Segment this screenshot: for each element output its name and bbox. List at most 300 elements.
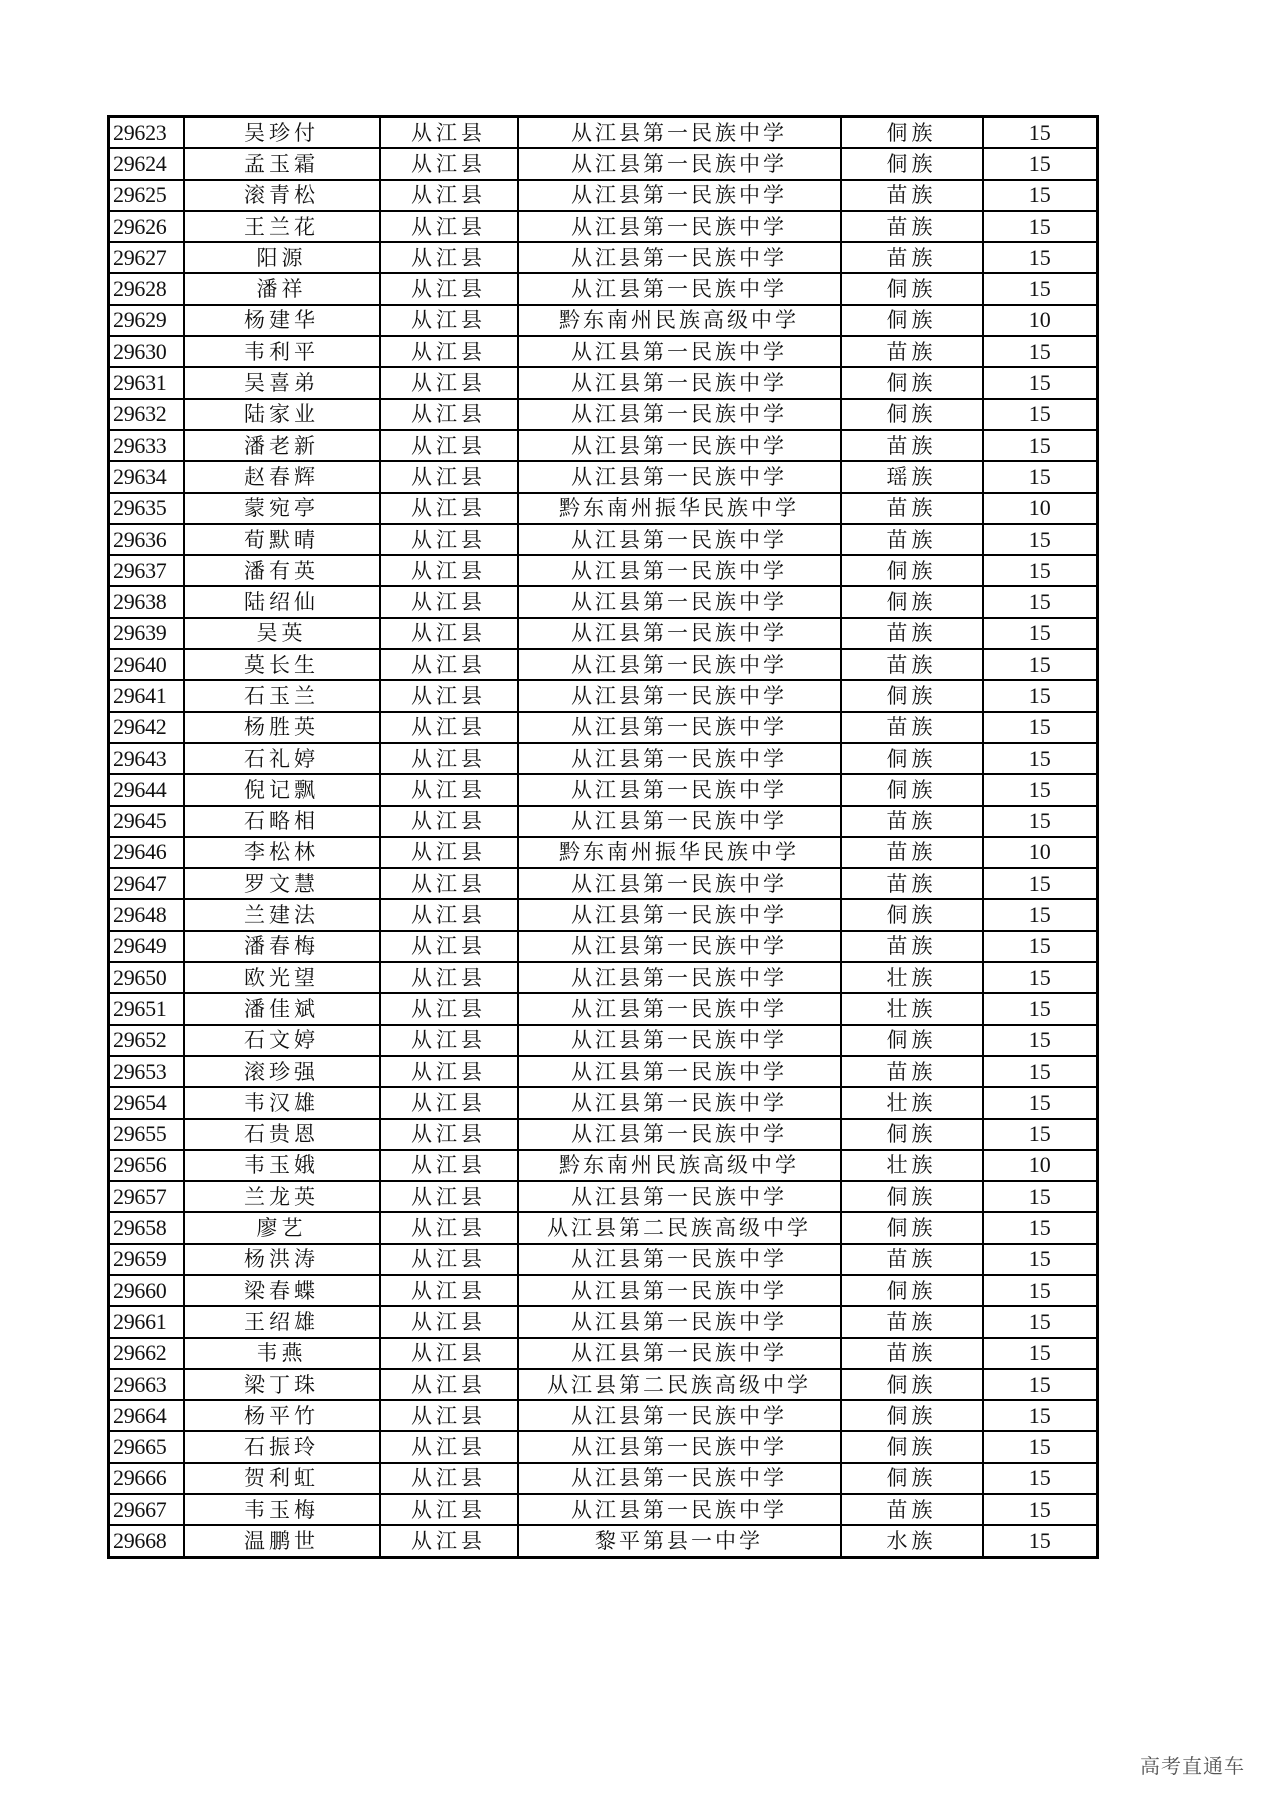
cell-county: 从江县: [380, 1087, 518, 1118]
cell-score: 15: [983, 618, 1098, 649]
cell-score: 15: [983, 1431, 1098, 1462]
table-row: [109, 1025, 1098, 1056]
cell-ethnicity: 侗族: [841, 1212, 983, 1243]
cell-county: 从江县: [380, 430, 518, 461]
cell-ethnicity: 苗族: [841, 649, 983, 680]
cell-score: 15: [983, 993, 1098, 1024]
cell-ethnicity: 侗族: [841, 1400, 983, 1431]
cell-name: 温鹏世: [184, 1525, 380, 1557]
table-row: [109, 618, 1098, 649]
cell-id: 29627: [109, 242, 184, 273]
cell-id: 29659: [109, 1244, 184, 1275]
cell-county: 从江县: [380, 1369, 518, 1400]
cell-name: 吴英: [184, 618, 380, 649]
cell-score: 15: [983, 962, 1098, 993]
cell-name: 梁春蝶: [184, 1275, 380, 1306]
cell-ethnicity: 苗族: [841, 180, 983, 211]
cell-name: 王绍雄: [184, 1306, 380, 1337]
cell-school: 黔东南州民族高级中学: [518, 1150, 841, 1181]
cell-ethnicity: 侗族: [841, 680, 983, 711]
cell-score: 15: [983, 1119, 1098, 1150]
cell-county: 从江县: [380, 555, 518, 586]
cell-name: 石贵恩: [184, 1119, 380, 1150]
table-row: [109, 1463, 1098, 1494]
cell-school: 黔东南州民族高级中学: [518, 305, 841, 336]
table-row: [109, 148, 1098, 179]
cell-name: 潘老新: [184, 430, 380, 461]
cell-score: 10: [983, 493, 1098, 524]
table-row: [109, 931, 1098, 962]
table-row: [109, 1494, 1098, 1525]
cell-id: 29652: [109, 1025, 184, 1056]
cell-school: 从江县第一民族中学: [518, 1306, 841, 1337]
cell-id: 29666: [109, 1463, 184, 1494]
cell-county: 从江县: [380, 1275, 518, 1306]
cell-score: 10: [983, 837, 1098, 868]
cell-id: 29633: [109, 430, 184, 461]
cell-score: 15: [983, 649, 1098, 680]
cell-name: 潘春梅: [184, 931, 380, 962]
table-row: [109, 899, 1098, 930]
cell-county: 从江县: [380, 493, 518, 524]
cell-school: 从江县第一民族中学: [518, 242, 841, 273]
table-row: [109, 993, 1098, 1024]
cell-id: 29626: [109, 211, 184, 242]
cell-id: 29663: [109, 1369, 184, 1400]
cell-id: 29655: [109, 1119, 184, 1150]
cell-county: 从江县: [380, 868, 518, 899]
table-row: [109, 1275, 1098, 1306]
cell-school: 从江县第一民族中学: [518, 649, 841, 680]
cell-school: 从江县第一民族中学: [518, 931, 841, 962]
table-row: [109, 555, 1098, 586]
cell-id: 29657: [109, 1181, 184, 1212]
cell-county: 从江县: [380, 1400, 518, 1431]
cell-ethnicity: 苗族: [841, 1244, 983, 1275]
cell-county: 从江县: [380, 305, 518, 336]
table-row: [109, 117, 1098, 149]
cell-county: 从江县: [380, 1494, 518, 1525]
table-row: [109, 180, 1098, 211]
cell-ethnicity: 侗族: [841, 1119, 983, 1150]
cell-ethnicity: 苗族: [841, 493, 983, 524]
cell-school: 从江县第一民族中学: [518, 461, 841, 492]
cell-id: 29648: [109, 899, 184, 930]
cell-ethnicity: 壮族: [841, 1150, 983, 1181]
cell-id: 29631: [109, 367, 184, 398]
cell-score: 15: [983, 242, 1098, 273]
cell-name: 杨建华: [184, 305, 380, 336]
cell-ethnicity: 侗族: [841, 117, 983, 149]
cell-ethnicity: 壮族: [841, 993, 983, 1024]
cell-name: 廖艺: [184, 1212, 380, 1243]
table-row: [109, 962, 1098, 993]
cell-county: 从江县: [380, 1431, 518, 1462]
cell-school: 从江县第一民族中学: [518, 806, 841, 837]
cell-id: 29632: [109, 399, 184, 430]
cell-id: 29630: [109, 336, 184, 367]
cell-school: 黎平第县一中学: [518, 1525, 841, 1557]
cell-ethnicity: 侗族: [841, 555, 983, 586]
table-row: [109, 1212, 1098, 1243]
cell-id: 29654: [109, 1087, 184, 1118]
cell-name: 石礼婷: [184, 743, 380, 774]
cell-school: 从江县第一民族中学: [518, 211, 841, 242]
table-row: [109, 336, 1098, 367]
cell-ethnicity: 侗族: [841, 399, 983, 430]
cell-name: 王兰花: [184, 211, 380, 242]
table-row: [109, 1087, 1098, 1118]
cell-score: 15: [983, 1525, 1098, 1557]
table-row: [109, 837, 1098, 868]
cell-name: 韦燕: [184, 1338, 380, 1369]
cell-ethnicity: 苗族: [841, 242, 983, 273]
cell-name: 石玉兰: [184, 680, 380, 711]
cell-id: 29656: [109, 1150, 184, 1181]
cell-county: 从江县: [380, 1244, 518, 1275]
cell-county: 从江县: [380, 1306, 518, 1337]
cell-ethnicity: 苗族: [841, 1056, 983, 1087]
cell-ethnicity: 侗族: [841, 273, 983, 304]
cell-id: 29623: [109, 117, 184, 149]
table-row: [109, 680, 1098, 711]
cell-score: 15: [983, 1400, 1098, 1431]
cell-name: 孟玉霜: [184, 148, 380, 179]
cell-score: 15: [983, 524, 1098, 555]
cell-county: 从江县: [380, 618, 518, 649]
table-row: [109, 430, 1098, 461]
cell-score: 15: [983, 211, 1098, 242]
cell-county: 从江县: [380, 180, 518, 211]
cell-school: 从江县第一民族中学: [518, 680, 841, 711]
cell-score: 15: [983, 1056, 1098, 1087]
cell-name: 韦汉雄: [184, 1087, 380, 1118]
cell-county: 从江县: [380, 1025, 518, 1056]
cell-ethnicity: 侗族: [841, 774, 983, 805]
table-row: [109, 649, 1098, 680]
cell-name: 赵春辉: [184, 461, 380, 492]
table-row: [109, 743, 1098, 774]
cell-county: 从江县: [380, 743, 518, 774]
cell-county: 从江县: [380, 586, 518, 617]
cell-name: 石文婷: [184, 1025, 380, 1056]
cell-ethnicity: 苗族: [841, 1338, 983, 1369]
cell-school: 从江县第一民族中学: [518, 868, 841, 899]
cell-name: 兰龙英: [184, 1181, 380, 1212]
cell-name: 阳源: [184, 242, 380, 273]
cell-county: 从江县: [380, 837, 518, 868]
table-row: [109, 367, 1098, 398]
cell-score: 15: [983, 931, 1098, 962]
cell-id: 29644: [109, 774, 184, 805]
table-row: [109, 1244, 1098, 1275]
cell-school: 从江县第一民族中学: [518, 524, 841, 555]
cell-county: 从江县: [380, 1212, 518, 1243]
cell-ethnicity: 侗族: [841, 367, 983, 398]
cell-score: 15: [983, 180, 1098, 211]
cell-ethnicity: 侗族: [841, 148, 983, 179]
cell-id: 29653: [109, 1056, 184, 1087]
cell-county: 从江县: [380, 931, 518, 962]
cell-school: 黔东南州振华民族中学: [518, 837, 841, 868]
cell-ethnicity: 侗族: [841, 586, 983, 617]
cell-score: 15: [983, 1369, 1098, 1400]
table-row: [109, 493, 1098, 524]
cell-school: 从江县第一民族中学: [518, 712, 841, 743]
cell-school: 从江县第一民族中学: [518, 117, 841, 149]
cell-school: 从江县第一民族中学: [518, 618, 841, 649]
cell-score: 10: [983, 305, 1098, 336]
cell-school: 从江县第一民族中学: [518, 1181, 841, 1212]
cell-score: 15: [983, 868, 1098, 899]
cell-score: 15: [983, 555, 1098, 586]
cell-school: 从江县第一民族中学: [518, 962, 841, 993]
cell-name: 韦玉娥: [184, 1150, 380, 1181]
table-row: [109, 524, 1098, 555]
cell-school: 从江县第一民族中学: [518, 336, 841, 367]
cell-county: 从江县: [380, 524, 518, 555]
cell-id: 29650: [109, 962, 184, 993]
cell-ethnicity: 侗族: [841, 1431, 983, 1462]
cell-id: 29651: [109, 993, 184, 1024]
cell-county: 从江县: [380, 806, 518, 837]
cell-name: 贺利虹: [184, 1463, 380, 1494]
cell-name: 杨洪涛: [184, 1244, 380, 1275]
cell-county: 从江县: [380, 336, 518, 367]
table-row: [109, 1431, 1098, 1462]
table-row: [109, 461, 1098, 492]
cell-county: 从江县: [380, 1525, 518, 1557]
cell-id: 29638: [109, 586, 184, 617]
cell-name: 韦玉梅: [184, 1494, 380, 1525]
cell-score: 15: [983, 1087, 1098, 1118]
table-row: [109, 1181, 1098, 1212]
cell-name: 罗文慧: [184, 868, 380, 899]
cell-name: 滚珍强: [184, 1056, 380, 1087]
cell-id: 29641: [109, 680, 184, 711]
cell-school: 从江县第一民族中学: [518, 555, 841, 586]
cell-score: 10: [983, 1150, 1098, 1181]
cell-name: 李松林: [184, 837, 380, 868]
cell-id: 29658: [109, 1212, 184, 1243]
cell-school: 从江县第一民族中学: [518, 367, 841, 398]
cell-id: 29628: [109, 273, 184, 304]
roster-table-body: [109, 117, 1098, 1558]
cell-id: 29664: [109, 1400, 184, 1431]
cell-id: 29661: [109, 1306, 184, 1337]
cell-score: 15: [983, 273, 1098, 304]
cell-school: 从江县第一民族中学: [518, 1119, 841, 1150]
cell-id: 29665: [109, 1431, 184, 1462]
cell-ethnicity: 水族: [841, 1525, 983, 1557]
cell-id: 29639: [109, 618, 184, 649]
cell-id: 29624: [109, 148, 184, 179]
table-row: [109, 806, 1098, 837]
cell-name: 潘有英: [184, 555, 380, 586]
cell-id: 29636: [109, 524, 184, 555]
table-row: [109, 273, 1098, 304]
cell-score: 15: [983, 712, 1098, 743]
cell-county: 从江县: [380, 1056, 518, 1087]
cell-county: 从江县: [380, 774, 518, 805]
cell-id: 29637: [109, 555, 184, 586]
table-row: [109, 1525, 1098, 1557]
cell-school: 从江县第一民族中学: [518, 899, 841, 930]
cell-ethnicity: 苗族: [841, 430, 983, 461]
cell-county: 从江县: [380, 1338, 518, 1369]
cell-name: 滚青松: [184, 180, 380, 211]
cell-score: 15: [983, 1338, 1098, 1369]
cell-county: 从江县: [380, 1119, 518, 1150]
cell-id: 29629: [109, 305, 184, 336]
table-row: [109, 712, 1098, 743]
cell-score: 15: [983, 1212, 1098, 1243]
cell-score: 15: [983, 774, 1098, 805]
cell-ethnicity: 瑶族: [841, 461, 983, 492]
cell-score: 15: [983, 899, 1098, 930]
cell-school: 从江县第一民族中学: [518, 273, 841, 304]
cell-county: 从江县: [380, 1181, 518, 1212]
cell-name: 陆家业: [184, 399, 380, 430]
cell-score: 15: [983, 336, 1098, 367]
cell-name: 吴珍付: [184, 117, 380, 149]
cell-school: 从江县第一民族中学: [518, 148, 841, 179]
cell-name: 梁丁珠: [184, 1369, 380, 1400]
cell-score: 15: [983, 680, 1098, 711]
cell-score: 15: [983, 743, 1098, 774]
cell-name: 陆绍仙: [184, 586, 380, 617]
cell-county: 从江县: [380, 993, 518, 1024]
cell-school: 从江县第一民族中学: [518, 774, 841, 805]
cell-ethnicity: 苗族: [841, 868, 983, 899]
cell-id: 29646: [109, 837, 184, 868]
cell-ethnicity: 侗族: [841, 899, 983, 930]
cell-ethnicity: 苗族: [841, 211, 983, 242]
cell-county: 从江县: [380, 712, 518, 743]
cell-county: 从江县: [380, 148, 518, 179]
cell-county: 从江县: [380, 899, 518, 930]
table-row: [109, 399, 1098, 430]
cell-name: 荀默晴: [184, 524, 380, 555]
cell-score: 15: [983, 1463, 1098, 1494]
cell-county: 从江县: [380, 962, 518, 993]
table-row: [109, 242, 1098, 273]
cell-id: 29647: [109, 868, 184, 899]
cell-school: 从江县第一民族中学: [518, 1244, 841, 1275]
cell-school: 从江县第一民族中学: [518, 1025, 841, 1056]
cell-score: 15: [983, 1494, 1098, 1525]
cell-name: 杨平竹: [184, 1400, 380, 1431]
cell-school: 从江县第一民族中学: [518, 743, 841, 774]
cell-county: 从江县: [380, 1150, 518, 1181]
table-row: [109, 211, 1098, 242]
cell-ethnicity: 侗族: [841, 305, 983, 336]
cell-id: 29662: [109, 1338, 184, 1369]
cell-school: 从江县第一民族中学: [518, 993, 841, 1024]
cell-ethnicity: 苗族: [841, 806, 983, 837]
cell-name: 兰建法: [184, 899, 380, 930]
roster-table: [107, 115, 1099, 1559]
cell-score: 15: [983, 806, 1098, 837]
cell-ethnicity: 苗族: [841, 1494, 983, 1525]
cell-name: 吴喜弟: [184, 367, 380, 398]
watermark-text: 高考直通车: [1140, 1754, 1245, 1778]
cell-county: 从江县: [380, 117, 518, 149]
cell-ethnicity: 侗族: [841, 743, 983, 774]
cell-school: 从江县第一民族中学: [518, 1400, 841, 1431]
cell-school: 从江县第一民族中学: [518, 430, 841, 461]
cell-ethnicity: 侗族: [841, 1181, 983, 1212]
cell-name: 石略相: [184, 806, 380, 837]
cell-county: 从江县: [380, 680, 518, 711]
table-row: [109, 868, 1098, 899]
cell-school: 从江县第一民族中学: [518, 399, 841, 430]
cell-ethnicity: 侗族: [841, 1463, 983, 1494]
cell-name: 蒙宛亭: [184, 493, 380, 524]
cell-county: 从江县: [380, 242, 518, 273]
cell-school: 从江县第一民族中学: [518, 1056, 841, 1087]
cell-ethnicity: 苗族: [841, 336, 983, 367]
table-row: [109, 1119, 1098, 1150]
cell-name: 韦利平: [184, 336, 380, 367]
cell-county: 从江县: [380, 211, 518, 242]
cell-school: 从江县第二民族高级中学: [518, 1369, 841, 1400]
cell-score: 15: [983, 1275, 1098, 1306]
cell-score: 15: [983, 367, 1098, 398]
cell-id: 29667: [109, 1494, 184, 1525]
cell-name: 欧光望: [184, 962, 380, 993]
cell-score: 15: [983, 1025, 1098, 1056]
table-row: [109, 1369, 1098, 1400]
cell-school: 从江县第一民族中学: [518, 1087, 841, 1118]
cell-ethnicity: 壮族: [841, 962, 983, 993]
cell-ethnicity: 侗族: [841, 1369, 983, 1400]
cell-name: 倪记飘: [184, 774, 380, 805]
cell-score: 15: [983, 117, 1098, 149]
cell-id: 29660: [109, 1275, 184, 1306]
cell-score: 15: [983, 1244, 1098, 1275]
table-row: [109, 1306, 1098, 1337]
table-row: [109, 1150, 1098, 1181]
cell-id: 29635: [109, 493, 184, 524]
cell-id: 29640: [109, 649, 184, 680]
cell-score: 15: [983, 1181, 1098, 1212]
cell-ethnicity: 苗族: [841, 524, 983, 555]
cell-school: 从江县第一民族中学: [518, 180, 841, 211]
cell-school: 从江县第一民族中学: [518, 1338, 841, 1369]
cell-score: 15: [983, 586, 1098, 617]
cell-name: 杨胜英: [184, 712, 380, 743]
cell-name: 石振玲: [184, 1431, 380, 1462]
cell-county: 从江县: [380, 399, 518, 430]
cell-ethnicity: 苗族: [841, 618, 983, 649]
cell-school: 从江县第一民族中学: [518, 1494, 841, 1525]
table-row: [109, 1400, 1098, 1431]
cell-county: 从江县: [380, 367, 518, 398]
cell-score: 15: [983, 430, 1098, 461]
cell-id: 29642: [109, 712, 184, 743]
cell-name: 潘佳斌: [184, 993, 380, 1024]
cell-ethnicity: 苗族: [841, 1306, 983, 1337]
cell-county: 从江县: [380, 649, 518, 680]
cell-score: 15: [983, 399, 1098, 430]
cell-school: 黔东南州振华民族中学: [518, 493, 841, 524]
cell-county: 从江县: [380, 461, 518, 492]
cell-id: 29625: [109, 180, 184, 211]
table-row: [109, 586, 1098, 617]
cell-county: 从江县: [380, 1463, 518, 1494]
cell-id: 29634: [109, 461, 184, 492]
